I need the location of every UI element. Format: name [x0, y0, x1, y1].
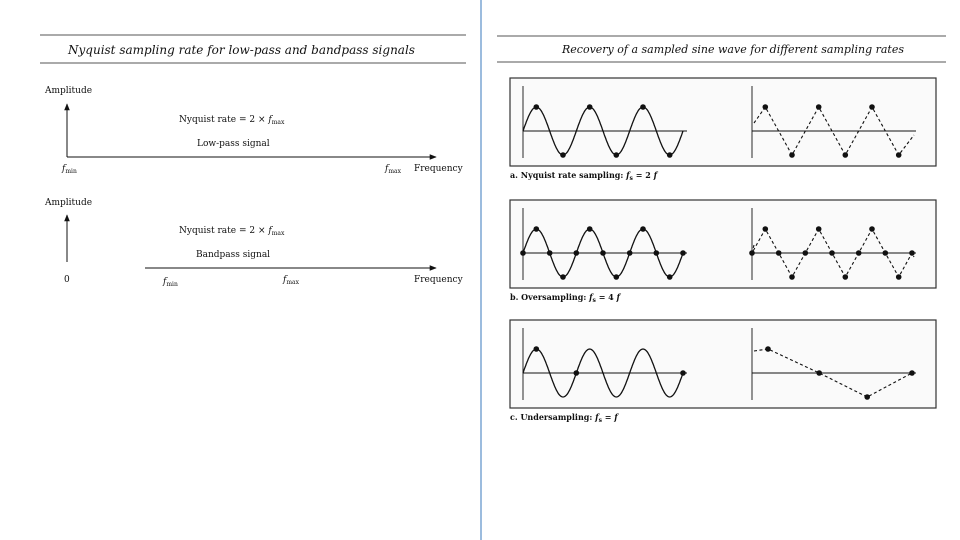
case-oversampling [510, 200, 936, 304]
bandpass-diagram [44, 198, 464, 288]
case-nyquist-rate [510, 78, 936, 182]
reconstructed-sample-point [909, 250, 915, 256]
sample-point [560, 274, 566, 280]
reconstructed-sample-point [763, 104, 769, 110]
sample-point [560, 152, 566, 158]
bandpass-x-axis-label: Frequency [414, 275, 463, 285]
left-panel [40, 35, 466, 288]
reconstructed-sample-point [864, 394, 870, 400]
lowpass-signal-label: Low-pass signal [197, 139, 270, 149]
right-panel [497, 36, 946, 424]
sample-point [587, 104, 593, 110]
reconstructed-sample-point [909, 370, 915, 376]
left-panel-title: Nyquist sampling rate for low-pass and bandpass signals [68, 43, 415, 57]
lowpass-y-axis-label: Amplitude [45, 86, 93, 96]
sample-point [654, 250, 660, 256]
lowpass-fmin-label: $f_{min}$ [62, 164, 77, 175]
reconstructed-sample-point [789, 152, 795, 158]
case-caption: a. Nyquist rate sampling: $f_s = 2$ f [510, 170, 658, 182]
sample-point [534, 346, 540, 352]
lowpass-diagram [44, 86, 464, 175]
bandpass-origin-label: 0 [64, 275, 70, 285]
lowpass-fmax-label: $f_{max}$ [385, 164, 401, 175]
sample-point [520, 250, 526, 256]
bandpass-y-axis-label: Amplitude [45, 198, 93, 208]
reconstructed-sample-point [763, 226, 769, 232]
reconstructed-sample-point [869, 226, 875, 232]
reconstructed-sample-point [883, 250, 889, 256]
reconstructed-sample-point [803, 250, 809, 256]
sample-point [667, 274, 673, 280]
right-panel-title: Recovery of a sampled sine wave for different sampling rates [562, 43, 905, 56]
bandpass-nyquist-rate: Nyquist rate = $2 \times f_{max}$ [179, 226, 285, 237]
reconstructed-sample-point [856, 250, 862, 256]
reconstructed-sample-point [829, 250, 835, 256]
sample-point [667, 152, 673, 158]
sample-point [600, 250, 606, 256]
reconstructed-sample-point [843, 152, 849, 158]
reconstructed-sample-point [776, 250, 782, 256]
reconstructed-sample-point [896, 152, 902, 158]
reconstructed-sample-point [843, 274, 849, 280]
reconstructed-sample-point [765, 346, 771, 352]
sample-point [534, 226, 540, 232]
sample-point [547, 250, 553, 256]
bandpass-fmax-label: $f_{max}$ [283, 275, 299, 286]
case-frame [510, 200, 936, 288]
reconstructed-sample-point [816, 370, 822, 376]
sample-point [627, 250, 633, 256]
sample-point [640, 104, 646, 110]
sample-point [574, 370, 580, 376]
reconstructed-sample-point [749, 250, 755, 256]
sample-point [680, 250, 686, 256]
case-frame [510, 320, 936, 408]
sample-point [587, 226, 593, 232]
reconstructed-sample-point [789, 274, 795, 280]
case-undersampling [510, 320, 936, 424]
case-caption: c. Undersampling: $f_s = f$ [510, 412, 618, 424]
lowpass-x-axis-label: Frequency [414, 164, 463, 174]
lowpass-nyquist-rate: Nyquist rate = $2 \times f_{max}$ [179, 115, 285, 126]
reconstructed-sample-point [816, 226, 822, 232]
reconstructed-sample-point [869, 104, 875, 110]
reconstructed-sample-point [816, 104, 822, 110]
reconstructed-sample-point [896, 274, 902, 280]
bandpass-signal-label: Bandpass signal [196, 250, 271, 260]
sample-point [534, 104, 540, 110]
case-caption: b. Oversampling: $f_s = 4$ f [510, 292, 620, 304]
sample-point [614, 152, 620, 158]
sample-point [640, 226, 646, 232]
sample-point [614, 274, 620, 280]
bandpass-fmin-label: $f_{min}$ [163, 277, 178, 288]
sample-point [574, 250, 580, 256]
sample-point [680, 370, 686, 376]
case-frame [510, 78, 936, 166]
